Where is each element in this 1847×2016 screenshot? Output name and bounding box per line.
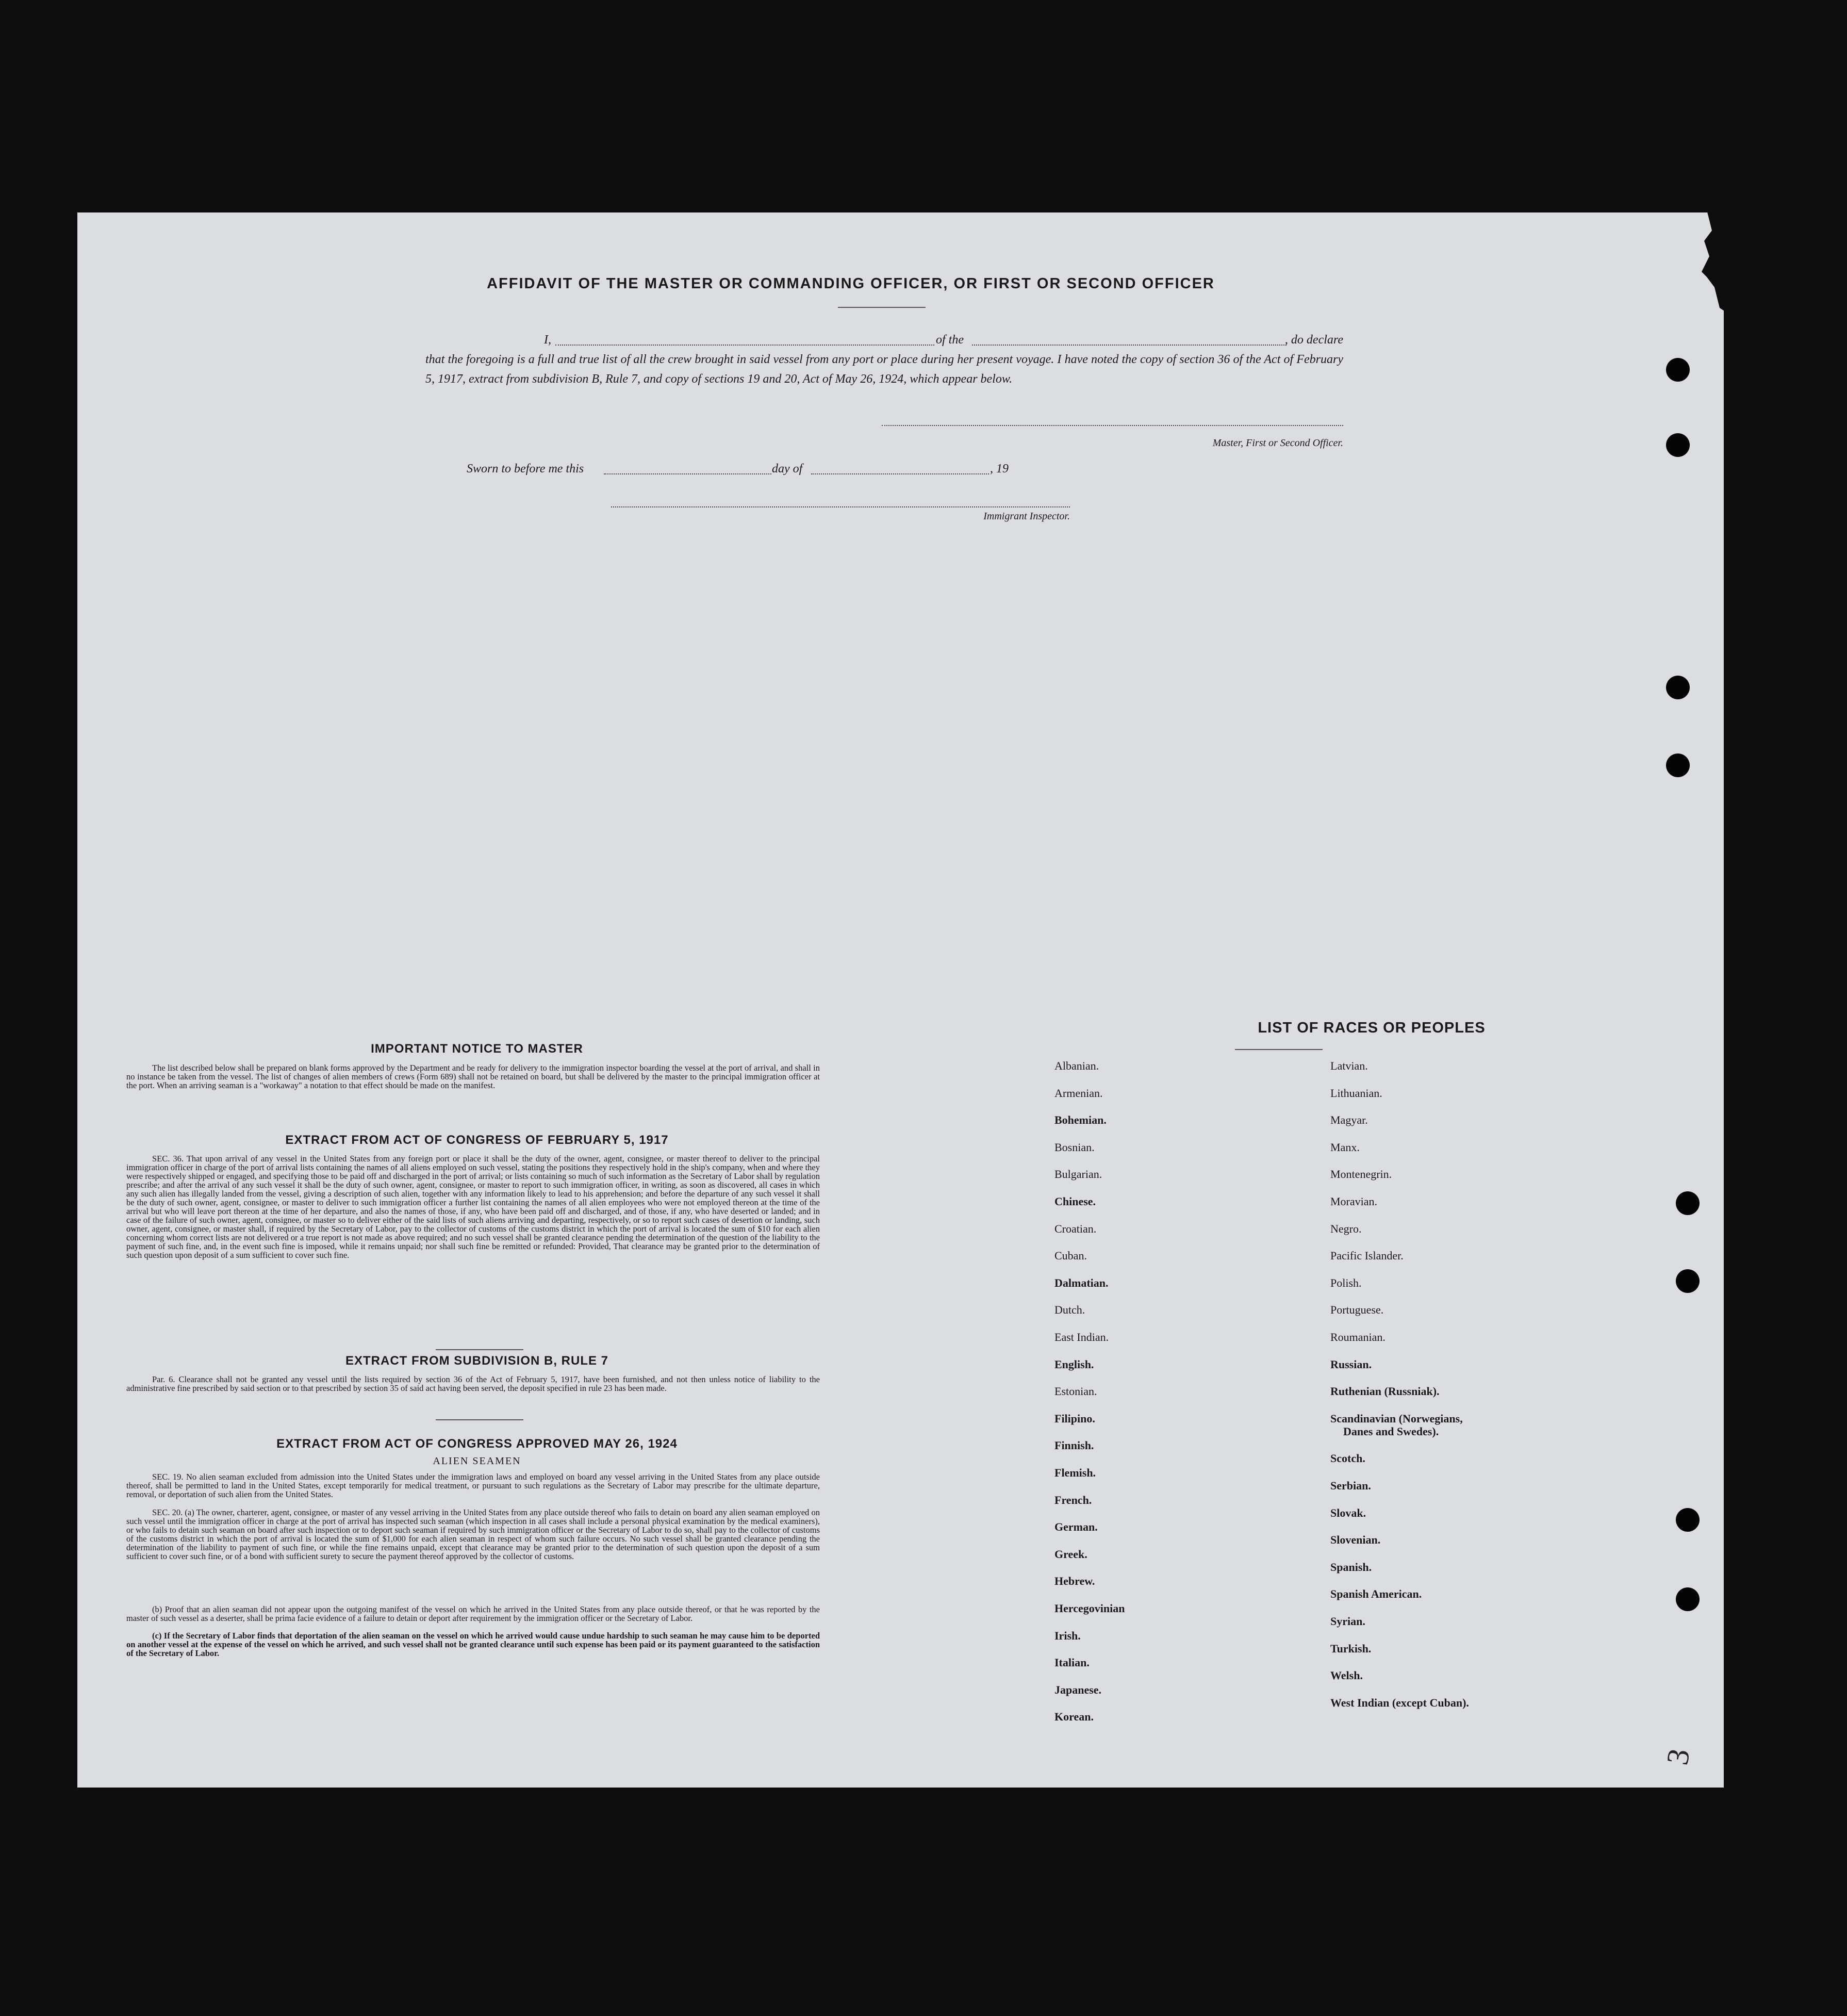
races-title: LIST OF RACES OR PEOPLES [1258, 1020, 1486, 1036]
inspector-signature-label: Immigrant Inspector. [983, 511, 1070, 522]
punch-hole [1676, 1508, 1700, 1532]
title-divider [838, 307, 926, 308]
race-item: Syrian. [1330, 1615, 1365, 1628]
act-1924-sec20a: SEC. 20. (a) The owner, charterer, agent, consignee, or master of any vessel arriving in the United States from any place outside thereof who fails to detain on board any alien seaman employed on such vessel until the immigration officer in charge at the port of arrival has inspected such seaman (which inspection in all cases shall include a personal physical examination by the medical examiners), or who fails to detain such seaman on board after such inspection or to deport such seaman if required by such immigration officer or the Secretary of Labor to do so, shall pay to the collector of customs of the customs district in which the port of arrival is located the sum of $1,000 for each alien seaman in respect of whom such failure occurs. No such vessel shall be granted clearance pending the determination of the liability to payment of such fine, or while the fine remains unpaid, except that clearance may be granted prior to the determination of such question upon the deposit of a sum sufficient to cover such fine, or of a bond with sufficient surety to secure the payment thereof approved by the collector of customs. [126, 1507, 820, 1561]
race-item: Moravian. [1330, 1195, 1378, 1208]
punch-hole [1676, 1191, 1700, 1215]
race-item: Latvian. [1330, 1059, 1368, 1072]
race-item: Korean. [1054, 1710, 1094, 1724]
races-divider [1235, 1049, 1323, 1050]
race-item: West Indian (except Cuban). [1330, 1696, 1469, 1709]
race-item: Dalmatian. [1054, 1276, 1109, 1289]
race-item: Slovenian. [1330, 1533, 1381, 1547]
race-item: Serbian. [1330, 1479, 1371, 1492]
sworn-month-blank[interactable] [811, 473, 989, 474]
race-item: Spanish. [1330, 1560, 1372, 1574]
inspector-signature-line[interactable] [611, 506, 1070, 507]
race-item: German. [1054, 1520, 1098, 1534]
race-item: Magyar. [1330, 1113, 1368, 1127]
race-item: Filipino. [1054, 1412, 1095, 1425]
sworn-year: , 19 [990, 462, 1009, 476]
notice-title: IMPORTANT NOTICE TO MASTER [371, 1042, 583, 1056]
race-item: Bosnian. [1054, 1140, 1095, 1154]
punch-hole [1666, 753, 1690, 777]
race-item: Croatian. [1054, 1222, 1097, 1235]
officer-signature-label: Master, First or Second Officer. [1212, 437, 1343, 449]
race-item: Scandinavian (Norwegians, [1330, 1412, 1463, 1425]
rule7-title: EXTRACT FROM SUBDIVISION B, RULE 7 [345, 1354, 609, 1368]
race-item: Slovak. [1330, 1506, 1366, 1519]
race-item: Russian. [1330, 1357, 1372, 1371]
sworn-day-of: day of [772, 462, 803, 476]
race-item: Ruthenian (Russniak). [1330, 1385, 1440, 1398]
race-item: Albanian. [1054, 1059, 1099, 1072]
race-item: Hebrew. [1054, 1575, 1095, 1588]
declaration-i: I, [544, 333, 551, 347]
sworn-day-blank[interactable] [604, 473, 771, 474]
race-item: Estonian. [1054, 1385, 1097, 1398]
race-item: Roumanian. [1330, 1331, 1386, 1343]
race-item: Welsh. [1330, 1669, 1363, 1682]
act-1924-sec19: SEC. 19. No alien seaman excluded from admission into the United States under the immigration laws and employed on board any vessel arriving in the United States from any place outside thereof, shall be permitted to land in the United States, except temporarily for medical treatment, or pursuant to such regulations as the Secretary of Labor may prescribe for the ultimate departure, removal, or deportation of such alien from the United States. [126, 1472, 820, 1499]
declaration-body: that the foregoing is a full and true list of all the crew brought in said vessel from any port or place during her present voyage. I have noted the copy of section 36 of the Act of February 5, 1917, extract from subdivision B, Rule 7, and copy of sections 19 and 20, Act of May 26, 1924, which appear below. [425, 353, 1343, 386]
race-item: East Indian. [1054, 1331, 1109, 1343]
race-item: Hercegovinian [1054, 1602, 1125, 1615]
affidavit-title: AFFIDAVIT OF THE MASTER OR COMMANDING OFFICER, OR FIRST OR SECOND OFFICER [487, 275, 1215, 292]
act-1924-sec20b: (b) Proof that an alien seaman did not appear upon the outgoing manifest of the vessel on which he arrived in the United States from any place outside thereof, or that he was reported by the master of such vessel as a deserter, shall be prima facie evidence of a failure to detain or deport after requirement by the immigration officer or the Secretary of Labor. [126, 1604, 820, 1623]
race-item: Montenegrin. [1330, 1168, 1392, 1181]
race-item: Pacific Islander. [1330, 1249, 1404, 1263]
race-item: Irish. [1054, 1629, 1081, 1642]
race-item: Manx. [1330, 1140, 1360, 1154]
race-item: Armenian. [1054, 1086, 1103, 1100]
handwritten-number: 3 [1660, 1746, 1696, 1767]
name-blank[interactable] [555, 345, 934, 346]
race-item: Negro. [1330, 1222, 1362, 1235]
vessel-blank[interactable] [972, 345, 1287, 346]
divider-1 [436, 1349, 523, 1350]
race-item: Turkish. [1330, 1642, 1372, 1655]
race-item: Scotch. [1330, 1452, 1365, 1465]
act-1924-sec20c: (c) If the Secretary of Labor finds that deportation of the alien seaman on the vessel on which he arrived would cause undue hardship to such seaman he may cause him to be deported on another vessel at the expense of the vessel on which he arrived, and such vessel shall not be granted clearance until such expense has been paid or its payment guaranteed to the satisfaction of the Secretary of Labor. [126, 1631, 820, 1658]
punch-hole [1676, 1587, 1700, 1611]
sworn-text: Sworn to before me this [467, 462, 584, 476]
race-item: Lithuanian. [1330, 1086, 1382, 1100]
notice-text: The list described below shall be prepared on blank forms approved by the Department and be ready for delivery to the immigration inspector boarding the vessel at the port of arrival, and shall in no instance be taken from the vessel. The list of changes of alien members of crews (Form 689) shall not be retained on board, but shall be delivered by the master to the principal immigration officer at the port. When an arriving seaman is a "workaway" a notation to that effect should be made on the manifest. [126, 1063, 820, 1090]
race-item: Polish. [1330, 1276, 1362, 1289]
punch-hole [1666, 676, 1690, 699]
race-item: Spanish American. [1330, 1587, 1422, 1601]
act-1924-title: EXTRACT FROM ACT OF CONGRESS APPROVED MAY 26, 1924 [276, 1437, 678, 1451]
race-item: French. [1054, 1493, 1092, 1506]
race-item: Greek. [1054, 1547, 1087, 1561]
race-item: English. [1054, 1357, 1094, 1371]
manifest-page [77, 212, 1724, 1788]
race-item: Danes and Swedes). [1343, 1424, 1439, 1438]
race-item: Portuguese. [1330, 1303, 1384, 1317]
rule7-text: Par. 6. Clearance shall not be granted any vessel until the lists required by section 36 of the Act of February 5, 1917, have been furnished, and not then unless notice of liability to the administrative fine prescribed by said section or to that prescribed by section 35 of said act having been served, the deposit specified in rule 23 has been made. [126, 1374, 820, 1393]
torn-corner [1624, 210, 1727, 329]
act-1924-subtitle: ALIEN SEAMEN [433, 1455, 521, 1467]
race-item: Italian. [1054, 1656, 1090, 1669]
race-item: Japanese. [1054, 1683, 1102, 1696]
punch-hole [1676, 1269, 1700, 1293]
race-item: Cuban. [1054, 1249, 1087, 1263]
punch-hole [1666, 433, 1690, 457]
act-1917-title: EXTRACT FROM ACT OF CONGRESS OF FEBRUARY 5, 1917 [285, 1133, 669, 1147]
officer-signature-line[interactable] [882, 425, 1343, 426]
race-item: Finnish. [1054, 1439, 1094, 1452]
punch-hole [1666, 358, 1690, 382]
race-item: Dutch. [1054, 1303, 1085, 1317]
declaration-do-declare: , do declare [1284, 333, 1343, 347]
act-1917-text: SEC. 36. That upon arrival of any vessel in the United States from any foreign port or place it shall be the duty of the owner, agent, consignee, or master thereof to deliver to the principal immigration officer in charge of the port of arrival lists containing the names of all aliens employed on such vessel, stating the positions they respectively hold in the ship's company, when and where they were respectively shipped or engaged, and specifying those to be paid off and discharged in the port of arrival; or lists containing so much of such information as the Secretary of Labor shall by regulation prescribe; and after the arrival of any such vessel it shall be the duty of such owner, agent, consignee, or master to report to such immigration officer, in writing, as soon as discovered, all cases in which any such alien has illegally landed from the vessel, giving a description of such alien, together with any information likely to lead to his apprehension; and before the departure of any such vessel it shall be the duty of such owner, agent, consignee, or master to deliver to such immigration officer a further list containing the names of all alien employees who were not employed thereon at the time of the arrival but who will leave port thereon at the time of her departure, and also the names of those, if any, who have been paid off and discharged, and of those, if any, who have deserted or landed; and in case of the failure of such owner, agent, consignee, or master so to deliver either of the said lists of such aliens arriving and departing, respectively, or so to report such cases of desertion or landing, such owner, agent, consignee, or master shall, if required by the Secretary of Labor, pay to the collector of customs of the customs district in which the port of arrival is located the sum of $10 for each alien concerning whom correct lists are not delivered or a true report is not made as above required; and no such vessel shall be granted clearance pending the determination of the question of the liability to the payment of such fine, and, in the event such fine is imposed, while it remains unpaid; nor shall such fine be remitted or refunded: Provided, That clearance may be granted prior to the determination of such question upon deposit of a sum sufficient to cover such fine. [126, 1154, 820, 1260]
divider-2 [436, 1419, 523, 1420]
declaration-of-the: of the [936, 333, 964, 347]
race-item: Bohemian. [1054, 1113, 1107, 1127]
race-item: Bulgarian. [1054, 1168, 1102, 1181]
race-item: Flemish. [1054, 1466, 1096, 1479]
race-item: Chinese. [1054, 1195, 1096, 1208]
